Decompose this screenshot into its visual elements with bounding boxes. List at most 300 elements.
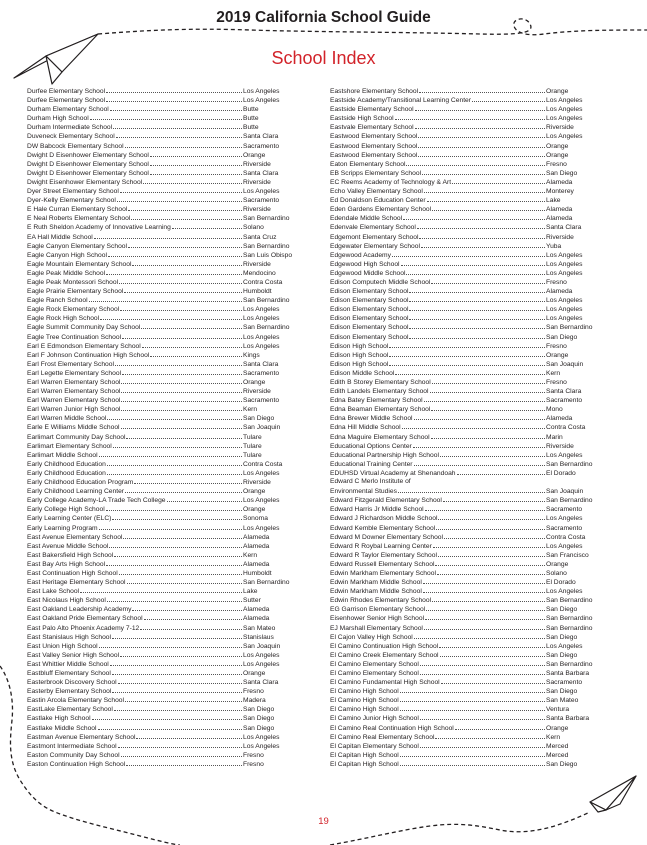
index-entry bbox=[330, 504, 593, 513]
dot-leader bbox=[414, 632, 545, 639]
school-name: Edwin Markham Elementary School bbox=[330, 569, 436, 577]
dot-leader bbox=[150, 150, 242, 157]
dot-leader bbox=[431, 404, 545, 411]
school-name: Edward R Taylor Elementary School bbox=[330, 551, 437, 559]
index-entry bbox=[27, 313, 290, 322]
dot-leader bbox=[100, 313, 242, 320]
index-entry bbox=[27, 550, 290, 559]
index-entry bbox=[330, 168, 593, 177]
dot-leader bbox=[110, 104, 242, 111]
dot-leader bbox=[99, 450, 242, 457]
school-name: Ed Donaldson Education Center bbox=[330, 197, 426, 205]
index-entry bbox=[27, 332, 290, 341]
dot-leader bbox=[455, 723, 545, 730]
school-name: Eastwood Elementary School bbox=[330, 133, 418, 141]
dot-leader bbox=[421, 241, 545, 248]
county-name: Orange bbox=[243, 488, 266, 496]
index-entry bbox=[27, 523, 290, 532]
county-name: San Bernardino bbox=[546, 624, 593, 632]
dot-leader bbox=[401, 259, 545, 266]
index-column-right bbox=[330, 86, 593, 768]
school-name: Edison Elementary School bbox=[330, 333, 409, 341]
dot-leader bbox=[113, 122, 242, 129]
index-entry bbox=[330, 250, 593, 259]
school-name: Edwin Markham Middle School bbox=[330, 579, 422, 587]
county-name: Riverside bbox=[243, 260, 271, 268]
county-name: Butte bbox=[243, 115, 259, 123]
index-entry bbox=[27, 295, 290, 304]
county-name: Los Angeles bbox=[243, 315, 280, 323]
index-entry bbox=[27, 213, 290, 222]
school-name: Eaton Elementary School bbox=[330, 160, 406, 168]
index-entry bbox=[330, 195, 593, 204]
county-name: Solano bbox=[546, 569, 567, 577]
index-entry bbox=[330, 341, 593, 350]
dot-leader bbox=[417, 222, 545, 229]
index-entry bbox=[330, 559, 593, 568]
county-name: Humboldt bbox=[243, 288, 272, 296]
index-entry bbox=[330, 295, 593, 304]
county-name: San Diego bbox=[243, 706, 275, 714]
school-name: El Camino Elementary School bbox=[330, 670, 419, 677]
county-name: Fresno bbox=[546, 379, 567, 386]
county-name: Sacramento bbox=[546, 397, 583, 405]
dot-leader bbox=[414, 459, 545, 466]
county-name: Riverside bbox=[546, 124, 574, 132]
index-entry bbox=[330, 704, 593, 713]
county-name: Fresno bbox=[243, 760, 264, 768]
school-name: East Lake School bbox=[27, 588, 80, 596]
index-entry bbox=[27, 122, 290, 131]
county-name: Monterey bbox=[546, 188, 574, 196]
school-name: Earl Frost Elementary School bbox=[27, 360, 114, 368]
county-name: Tulare bbox=[243, 433, 262, 441]
index-entry bbox=[27, 250, 293, 259]
school-name: Easton Community Day School bbox=[27, 751, 120, 759]
dot-leader bbox=[452, 177, 545, 184]
county-name: Ventura bbox=[546, 706, 570, 714]
county-name: Los Angeles bbox=[546, 315, 583, 323]
school-name: El Camino High School bbox=[330, 688, 399, 696]
index-entry bbox=[330, 359, 593, 368]
index-entry bbox=[330, 404, 593, 413]
dot-leader bbox=[418, 150, 545, 157]
county-name: Contra Costa bbox=[243, 460, 283, 468]
school-name: EA Hall Middle School bbox=[27, 233, 93, 241]
school-name: Eastwood Elementary School bbox=[330, 151, 418, 159]
county-name: Fresno bbox=[546, 342, 567, 350]
index-entry bbox=[330, 677, 593, 686]
school-name: Dwight D Eisenhower Elementary School bbox=[27, 169, 149, 177]
index-entry bbox=[27, 150, 290, 159]
dot-leader bbox=[112, 668, 242, 675]
dot-leader bbox=[444, 532, 545, 539]
county-name: Alameda bbox=[243, 606, 270, 614]
index-entry bbox=[330, 723, 593, 732]
school-name: El Camino Fundamental High School bbox=[330, 679, 440, 687]
index-entry bbox=[27, 131, 290, 140]
county-name: Fresno bbox=[546, 160, 567, 168]
county-name: Riverside bbox=[243, 479, 271, 487]
school-name: Educational Partnership High School bbox=[330, 451, 439, 459]
school-name: Eastvale Elementary School bbox=[330, 124, 414, 132]
index-entry bbox=[330, 268, 593, 277]
school-name: Edgewood Academy bbox=[330, 251, 391, 259]
index-entry bbox=[27, 604, 290, 613]
dot-leader bbox=[150, 159, 242, 166]
dot-leader bbox=[432, 595, 545, 602]
school-name: E Neal Roberts Elementary School bbox=[27, 215, 131, 223]
school-name: Early Childhood Education bbox=[27, 469, 106, 477]
county-name: Sonoma bbox=[243, 515, 268, 523]
index-entry bbox=[27, 495, 290, 504]
school-name: Edith Landels Elementary School bbox=[330, 388, 429, 396]
dot-leader bbox=[119, 277, 242, 284]
dot-leader bbox=[141, 322, 242, 329]
dot-leader bbox=[439, 641, 545, 648]
school-name: Edwin Markham Middle School bbox=[330, 588, 422, 596]
school-name: Eastlake High School bbox=[27, 715, 91, 723]
dot-leader bbox=[99, 641, 242, 648]
school-name: Echo Valley Elementary School bbox=[330, 188, 423, 196]
school-name: Edward Harris Jr Middle School bbox=[330, 506, 424, 514]
school-name: Eagle Ranch School bbox=[27, 297, 88, 305]
index-entry bbox=[27, 341, 290, 350]
school-name: Eagle Rock Elementary School bbox=[27, 306, 120, 314]
county-name: Santa Clara bbox=[243, 360, 279, 368]
dot-leader bbox=[409, 322, 545, 329]
county-name: Santa Clara bbox=[243, 169, 279, 177]
school-name: Edward Fitzgerald Elementary School bbox=[330, 497, 442, 505]
school-name: Early College Academy-LA Trade Tech College bbox=[27, 497, 166, 505]
school-name: Edendale Middle School bbox=[330, 215, 403, 223]
county-name: San Diego bbox=[546, 333, 578, 341]
school-name: Edison Elementary School bbox=[330, 288, 409, 296]
dot-leader bbox=[150, 350, 242, 357]
dot-leader bbox=[420, 713, 545, 720]
county-name: Los Angeles bbox=[546, 251, 583, 259]
school-name: Educational Options Center bbox=[330, 442, 412, 450]
index-entry bbox=[330, 577, 593, 586]
county-name: Santa Clara bbox=[243, 679, 279, 687]
school-name: El Camino High School bbox=[330, 697, 399, 705]
dot-leader bbox=[122, 332, 242, 339]
county-name: Contra Costa bbox=[546, 533, 586, 541]
dot-leader bbox=[98, 723, 242, 730]
county-name: San Diego bbox=[546, 169, 578, 177]
school-name: EG Garrison Elementary School bbox=[330, 606, 426, 614]
index-entry bbox=[330, 523, 593, 532]
school-name: E Ruth Sheldon Academy of Innovative Learning bbox=[27, 224, 171, 232]
index-entry bbox=[330, 113, 593, 122]
county-name: Sacramento bbox=[546, 524, 583, 532]
dot-leader bbox=[92, 713, 242, 720]
county-name: Los Angeles bbox=[243, 497, 280, 505]
dot-leader bbox=[94, 232, 242, 239]
dot-leader bbox=[120, 650, 242, 657]
dot-leader bbox=[430, 386, 545, 393]
dot-leader bbox=[112, 686, 242, 693]
index-entry bbox=[330, 604, 593, 613]
county-name: Riverside bbox=[243, 178, 271, 186]
county-name: Orange bbox=[546, 724, 569, 732]
index-entry bbox=[330, 532, 593, 541]
county-name: San Bernardino bbox=[243, 215, 290, 223]
county-name: Los Angeles bbox=[546, 106, 583, 114]
dot-leader bbox=[420, 659, 545, 666]
dot-leader bbox=[400, 759, 545, 766]
school-name: Edison Elementary School bbox=[330, 315, 409, 323]
school-name: East Bakersfield High School bbox=[27, 551, 114, 559]
index-entry bbox=[27, 104, 290, 113]
dot-leader bbox=[132, 604, 242, 611]
dot-leader bbox=[400, 704, 545, 711]
school-name: Edward Russell Elementary School bbox=[330, 560, 435, 568]
dot-leader bbox=[400, 686, 545, 693]
dot-leader bbox=[403, 213, 545, 220]
county-name: San Bernardino bbox=[243, 297, 290, 305]
county-name: San Joaquin bbox=[243, 642, 281, 650]
dot-leader bbox=[389, 341, 545, 348]
index-entry bbox=[27, 222, 290, 231]
dot-leader bbox=[128, 204, 242, 211]
school-name: Eagle Tree Continuation School bbox=[27, 333, 122, 341]
county-name: Solano bbox=[243, 224, 264, 232]
county-name: Los Angeles bbox=[546, 642, 583, 650]
index-entry bbox=[330, 413, 593, 422]
school-name: Environmental Studies bbox=[330, 488, 397, 496]
index-entry bbox=[27, 286, 290, 295]
county-name: Sacramento bbox=[243, 197, 280, 205]
index-entry bbox=[27, 141, 290, 150]
dot-leader bbox=[106, 504, 242, 511]
section-title: School Index bbox=[271, 48, 376, 68]
index-entry bbox=[27, 186, 290, 195]
dot-leader bbox=[432, 377, 545, 384]
index-entry bbox=[330, 313, 593, 322]
dot-leader bbox=[395, 113, 545, 120]
index-entry bbox=[330, 513, 593, 522]
dot-leader bbox=[114, 550, 242, 557]
school-name: Dyer Street Elementary School bbox=[27, 188, 119, 196]
county-name: San Joaquin bbox=[243, 424, 281, 432]
dot-leader bbox=[120, 186, 242, 193]
county-name: San Mateo bbox=[243, 624, 276, 632]
county-name: Orange bbox=[546, 142, 569, 150]
index-entry bbox=[330, 186, 593, 195]
county-name: Los Angeles bbox=[546, 260, 583, 268]
dot-leader bbox=[419, 232, 545, 239]
dot-leader bbox=[99, 523, 242, 530]
school-name: Easterby Elementary School bbox=[27, 688, 112, 696]
index-entry bbox=[330, 713, 593, 722]
index-entry bbox=[27, 113, 290, 122]
school-name: Early Childhood Education bbox=[27, 460, 106, 468]
school-name: East Nicolaus High School bbox=[27, 597, 106, 605]
index-entry bbox=[27, 559, 290, 568]
school-name: Edward C Merlo Institute of bbox=[330, 478, 411, 486]
index-entry bbox=[27, 195, 290, 204]
index-entry bbox=[330, 368, 593, 377]
county-name: Orange bbox=[243, 379, 266, 386]
school-name: El Camino Real Elementary School bbox=[330, 733, 435, 741]
dot-leader bbox=[118, 677, 242, 684]
index-entry bbox=[27, 422, 290, 431]
index-entry bbox=[330, 750, 593, 759]
county-name: Butte bbox=[243, 106, 259, 114]
index-entry bbox=[330, 86, 593, 95]
school-name: East Union High School bbox=[27, 642, 98, 650]
dot-leader bbox=[172, 222, 242, 229]
school-name: Earl E Edmondson Elementary School bbox=[27, 342, 141, 350]
county-name: Alameda bbox=[546, 178, 573, 186]
county-name: Los Angeles bbox=[546, 115, 583, 123]
county-name: San Diego bbox=[243, 715, 275, 723]
index-entry bbox=[330, 395, 593, 404]
school-name: Edison Computech Middle School bbox=[330, 278, 431, 286]
school-name: Eagle Canyon High School bbox=[27, 251, 107, 259]
school-name: Edgemont Elementary School bbox=[330, 233, 419, 241]
county-name: San Diego bbox=[243, 415, 275, 423]
index-entry bbox=[27, 468, 290, 477]
school-name: Durham Elementary School bbox=[27, 106, 109, 114]
school-name: Edison High School bbox=[330, 360, 389, 368]
school-name: El Camino Real Continuation High School bbox=[330, 724, 454, 732]
county-name: San Diego bbox=[243, 724, 275, 732]
county-name: Los Angeles bbox=[243, 524, 280, 532]
dot-leader bbox=[426, 604, 545, 611]
index-entry bbox=[330, 377, 593, 386]
index-entry bbox=[330, 204, 593, 213]
dot-leader bbox=[107, 459, 242, 466]
index-entry bbox=[330, 468, 593, 477]
school-name: Earle E Williams Middle School bbox=[27, 424, 120, 432]
county-name: Kern bbox=[546, 369, 561, 377]
index-entry bbox=[27, 723, 290, 732]
county-name: Los Angeles bbox=[546, 97, 583, 105]
dot-leader bbox=[108, 250, 242, 257]
index-entry bbox=[330, 650, 593, 659]
index-entry bbox=[330, 450, 593, 459]
county-name: Fresno bbox=[243, 688, 264, 696]
county-name: San Bernardino bbox=[546, 660, 593, 668]
index-entry bbox=[27, 741, 290, 750]
dot-leader bbox=[125, 486, 242, 493]
school-name: Eastside Elementary School bbox=[330, 106, 414, 114]
school-name: E Hale Curran Elementary School bbox=[27, 206, 128, 214]
index-entry bbox=[330, 104, 593, 113]
dot-leader bbox=[150, 168, 242, 175]
county-name: El Dorado bbox=[546, 579, 576, 587]
dot-leader bbox=[112, 632, 242, 639]
index-entry bbox=[27, 404, 290, 413]
school-name: Edna Hill Middle School bbox=[330, 424, 401, 432]
dot-leader bbox=[472, 95, 545, 102]
index-entry bbox=[330, 350, 593, 359]
school-name: Early Learning Program bbox=[27, 524, 98, 532]
school-name: Early Childhood Education Program bbox=[27, 479, 134, 487]
county-name: Los Angeles bbox=[243, 188, 280, 196]
dot-leader bbox=[121, 750, 242, 757]
index-entry bbox=[330, 259, 593, 268]
county-name: Alameda bbox=[243, 615, 270, 623]
index-entry bbox=[27, 650, 290, 659]
dot-leader bbox=[120, 304, 242, 311]
dot-leader bbox=[121, 386, 242, 393]
index-entry bbox=[27, 359, 290, 368]
school-name: Edison High School bbox=[330, 342, 389, 350]
dot-leader bbox=[432, 204, 545, 211]
dot-leader bbox=[106, 95, 242, 102]
dot-leader bbox=[425, 504, 545, 511]
county-name: Riverside bbox=[546, 442, 574, 450]
school-name: East Heritage Elementary School bbox=[27, 579, 126, 587]
dot-leader bbox=[422, 168, 545, 175]
school-name: Edison Elementary School bbox=[330, 306, 409, 314]
school-name: EastLake Elementary School bbox=[27, 706, 113, 714]
county-name: San Joaquin bbox=[546, 360, 584, 368]
school-name: Earl Warren Elementary School bbox=[27, 388, 121, 396]
school-name: Edison Elementary School bbox=[330, 297, 409, 305]
school-name: Eastside Academy/Transitional Learning Center bbox=[330, 97, 472, 105]
index-entry bbox=[27, 241, 290, 250]
county-name: San Mateo bbox=[546, 697, 579, 705]
index-entry bbox=[330, 286, 593, 295]
dot-leader bbox=[110, 659, 242, 666]
index-entry bbox=[27, 441, 290, 450]
county-name: Santa Cruz bbox=[243, 233, 277, 241]
index-entry bbox=[330, 422, 593, 431]
dot-leader bbox=[127, 577, 242, 584]
dot-leader bbox=[112, 513, 242, 520]
county-name: Orange bbox=[243, 670, 266, 677]
index-entry bbox=[330, 213, 593, 222]
guide-title: 2019 California School Guide bbox=[216, 9, 431, 26]
index-entry bbox=[27, 613, 290, 622]
school-name: Educational Training Center bbox=[330, 460, 413, 468]
county-name: Santa Clara bbox=[546, 224, 582, 232]
dot-leader bbox=[126, 432, 242, 439]
index-entry bbox=[27, 450, 290, 459]
school-name: East Oakland Pride Elementary School bbox=[27, 615, 143, 623]
index-entry bbox=[330, 613, 593, 622]
county-name: Tulare bbox=[243, 451, 262, 459]
dot-leader bbox=[431, 277, 545, 284]
index-entry bbox=[330, 550, 593, 559]
county-name: Alameda bbox=[243, 560, 270, 568]
school-name: Eastin Arcola Elementary School bbox=[27, 697, 125, 705]
county-name: Alameda bbox=[243, 533, 270, 541]
index-entry bbox=[27, 177, 290, 186]
dot-leader bbox=[436, 523, 545, 530]
school-name: Edgewater Elementary School bbox=[330, 242, 420, 250]
index-entry bbox=[27, 513, 290, 522]
dot-leader bbox=[167, 495, 242, 502]
school-name: Eagle Peak Montessori School bbox=[27, 278, 119, 286]
county-name: Los Angeles bbox=[243, 333, 280, 341]
dot-leader bbox=[433, 541, 545, 548]
school-name: EB Scripps Elementary School bbox=[330, 169, 422, 177]
dot-leader bbox=[415, 104, 545, 111]
dot-leader bbox=[107, 413, 242, 420]
county-name: Humboldt bbox=[243, 569, 272, 577]
school-name: Edna Brewer Middle School bbox=[330, 415, 413, 423]
index-entry bbox=[330, 95, 593, 104]
index-entry bbox=[330, 541, 593, 550]
dot-leader bbox=[124, 286, 242, 293]
county-name: Orange bbox=[546, 560, 569, 568]
school-name: East Bay Arts High School bbox=[27, 560, 106, 568]
